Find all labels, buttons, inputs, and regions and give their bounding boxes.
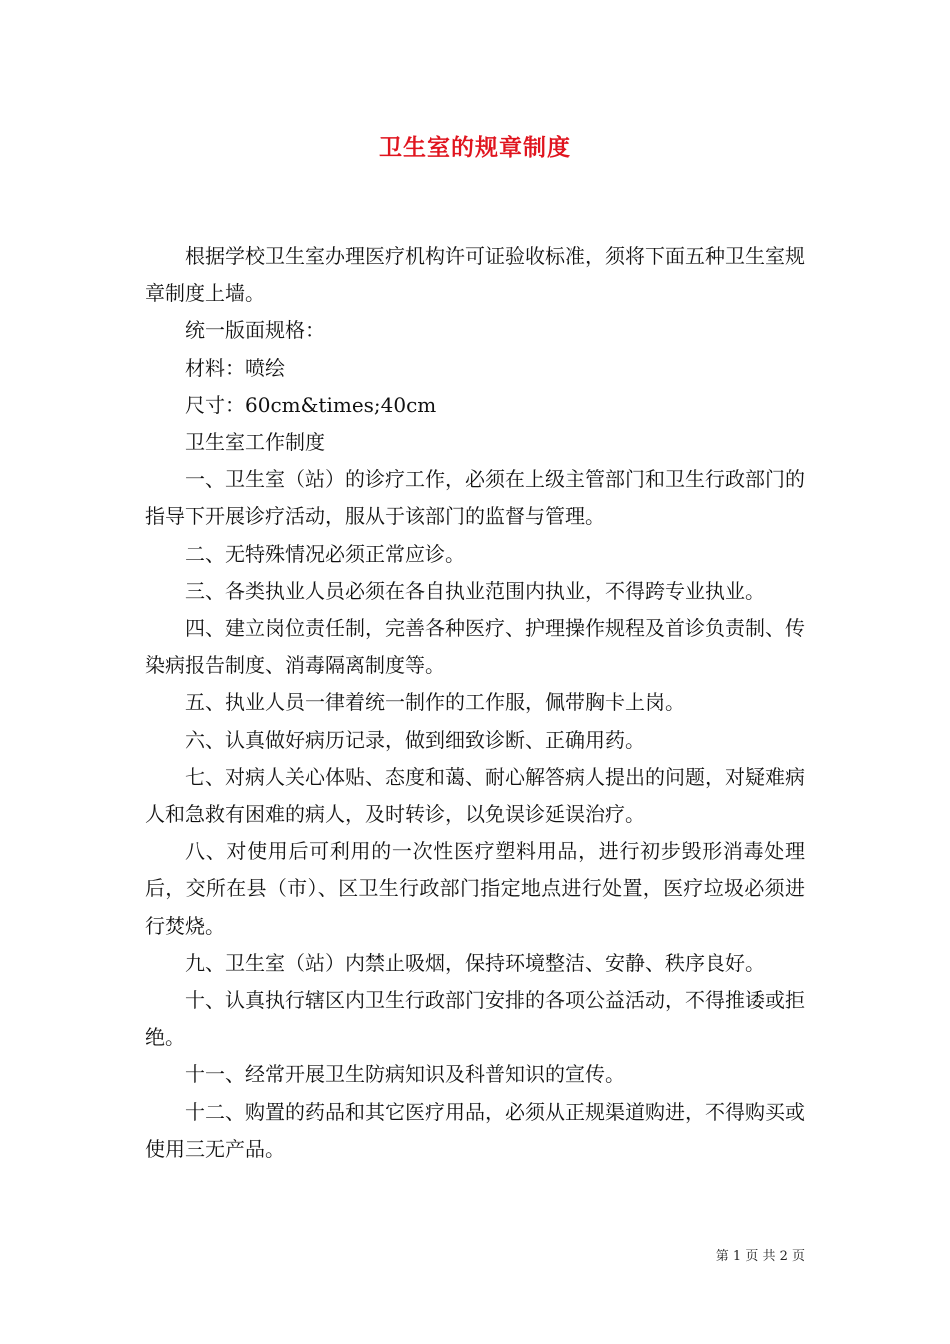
paragraph: 尺寸：60cm&times;40cm <box>185 392 437 417</box>
document-title: 卫生室的规章制度 <box>379 134 571 161</box>
rule-item: 十二、购置的药品和其它医疗用品，必须从正规渠道购进，不得购买或使用三无产品。 <box>145 1099 805 1161</box>
document-body <box>145 238 805 1168</box>
rule-item: 三、各类执业人员必须在各自执业范围内执业，不得跨专业执业。 <box>185 578 765 603</box>
paragraph: 统一版面规格： <box>185 318 325 343</box>
rule-item: 十一、经常开展卫生防病知识及科普知识的宣传。 <box>185 1062 625 1087</box>
rule-item: 五、执业人员一律着统一制作的工作服，佩带胸卡上岗。 <box>185 690 685 715</box>
paragraph: 材料：喷绘 <box>185 355 285 380</box>
page-number-footer: 第 1 页 共 2 页 <box>715 1249 805 1264</box>
rule-item: 九、卫生室（站）内禁止吸烟，保持环境整洁、安静、秩序良好。 <box>185 950 765 975</box>
rule-item: 七、对病人关心体贴、态度和蔼、耐心解答病人提出的问题，对疑难病人和急救有困难的病人，及时转诊，以免误诊延误治疗。 <box>145 764 805 827</box>
rule-item: 六、认真做好病历记录，做到细致诊断、正确用药。 <box>185 727 645 752</box>
rule-item: 一、卫生室（站）的诊疗工作，必须在上级主管部门和卫生行政部门的指导下开展诊疗活动，服从于该部门的监督与管理。 <box>145 467 805 529</box>
rule-item: 十、认真执行辖区内卫生行政部门安排的各项公益活动，不得推诿或拒绝。 <box>145 988 805 1050</box>
rule-item: 二、无特殊情况必须正常应诊。 <box>185 541 465 566</box>
rule-item: 四、建立岗位责任制，完善各种医疗、护理操作规程及首诊负责制、传染病报告制度、消毒隔离制度等。 <box>145 616 805 678</box>
section-heading: 卫生室工作制度 <box>185 430 325 455</box>
paragraph: 根据学校卫生室办理医疗机构许可证验收标准，须将下面五种卫生室规章制度上墙。 <box>145 244 805 306</box>
rule-item: 八、对使用后可利用的一次性医疗塑料用品，进行初步毁形消毒处理后，交所在县（市）、区卫生行政部门指定地点进行处置，医疗垃圾必须进行焚烧。 <box>145 839 805 938</box>
